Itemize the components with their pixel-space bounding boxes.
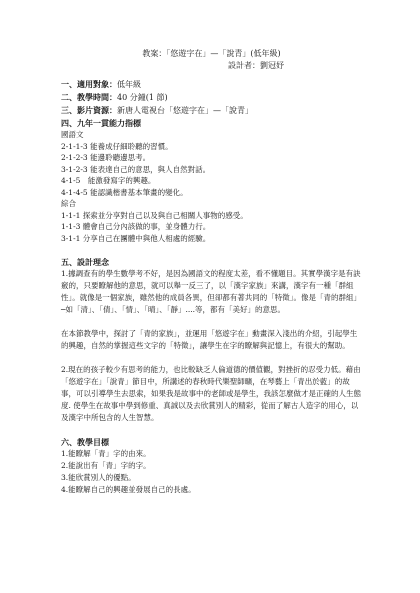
chinese-ability-item: 2-1-1-3 能養成仔細聆聽的習慣。 — [61, 141, 173, 151]
section-time-value: 40 分鐘(1 節) — [117, 93, 168, 102]
general-ability-item: 1-1-3 體會自己分內該做的事，並身體力行。 — [61, 222, 211, 231]
document-title: 教案：「悠遊字在」—「說青」(低年級) — [142, 49, 281, 58]
general-ability-item: 3-1-1 分享自己在團體中與他人相處的經驗。 — [61, 233, 211, 243]
section-time — [61, 91, 362, 104]
goal-item: 4.能瞭解自己的興趣並發展自己的長處。 — [61, 485, 196, 494]
chinese-ability-item: 2-1-2-3 能邊聆聽邊思考。 — [61, 153, 151, 162]
concept-paragraph-3: 2.現在的孩子較少有思考的能力，也比較缺乏人倫道德的價值觀，對挫折的忍受力低。藉由「悠遊字在」「說青」節目中，所講述的春秋時代樂聖師曠，在琴藝上「青出於藍」的故事，可以引導學生去思索，如果我是故事中的老師或是學生，我該怎麼做才是正確的人生態度. 使學生在故事中學到修重、真誠以及去欣賞別人的精彩，從而了解古人造字的用心，以及漢字中所包含的人生智慧。 — [61, 365, 361, 422]
goal-item: 2.能說出有「青」字的字。 — [61, 461, 151, 470]
concept-paragraph-2: 在本節教學中，探討了「青的家族」，並運用「悠遊字在」動畫深入淺出的介紹，引起學生的興趣，自然的掌握這些文字的「特徵」，讓學生在字的瞭解與記憶上，有很大的幫助。 — [61, 329, 358, 350]
section-goals-heading: 六、教學目標 — [61, 437, 109, 447]
designer-line: 設計者：劉冠妤 — [228, 61, 284, 70]
chinese-ability-item: 3-1-2-3 能表達自己的意思，與人自然對話。 — [61, 164, 211, 174]
section-video-value: 新唐人電視台「悠遊字在」—「說青」 — [117, 106, 253, 115]
chinese-ability-item: 4-1-5 能激發寫字的興趣。 — [61, 176, 156, 185]
goal-item: 3.能欣賞別人的優點。 — [61, 473, 136, 482]
section-target-value: 低年級 — [117, 80, 141, 89]
general-ability-item: 1-1-1 探索並分享對自己以及與自己相關人事物的感受。 — [61, 210, 248, 220]
section-video-head: 三、影片資源： — [61, 105, 117, 115]
section-video — [61, 104, 362, 117]
general-label: 綜合 — [61, 199, 76, 208]
section-target-head: 一、適用對象： — [61, 79, 117, 89]
chinese-ability-item: 4-1-4-5 能認識楷書基本筆畫的變化。 — [61, 187, 188, 197]
section-abilities-heading: 四、九年一貫能力指標 — [61, 118, 141, 128]
chinese-label: 國語文 — [61, 130, 84, 139]
section-concept-heading: 五、設計理念 — [61, 257, 109, 267]
section-target — [61, 78, 362, 91]
section-time-head: 二、教學時間： — [61, 92, 117, 102]
goal-item: 1.能瞭解「青」字的由來。 — [61, 449, 151, 458]
concept-paragraph-1: 1.據調查有的學生數學考不好，是因為國語文的程度太差，看不懂題目。其實學漢字是有訣竅的，只要瞭解他的意思，就可以舉一反三了，以「漢字家族」來講，漢字有一種「群組性」。就像是一個家族，雖然他的成員各異，但卻都有著共同的「特徵」。像是「青的群組」─如「清」、「倩」、「情」、「晴」、「靜」....等，都有「美好」的意思。 — [61, 269, 361, 314]
